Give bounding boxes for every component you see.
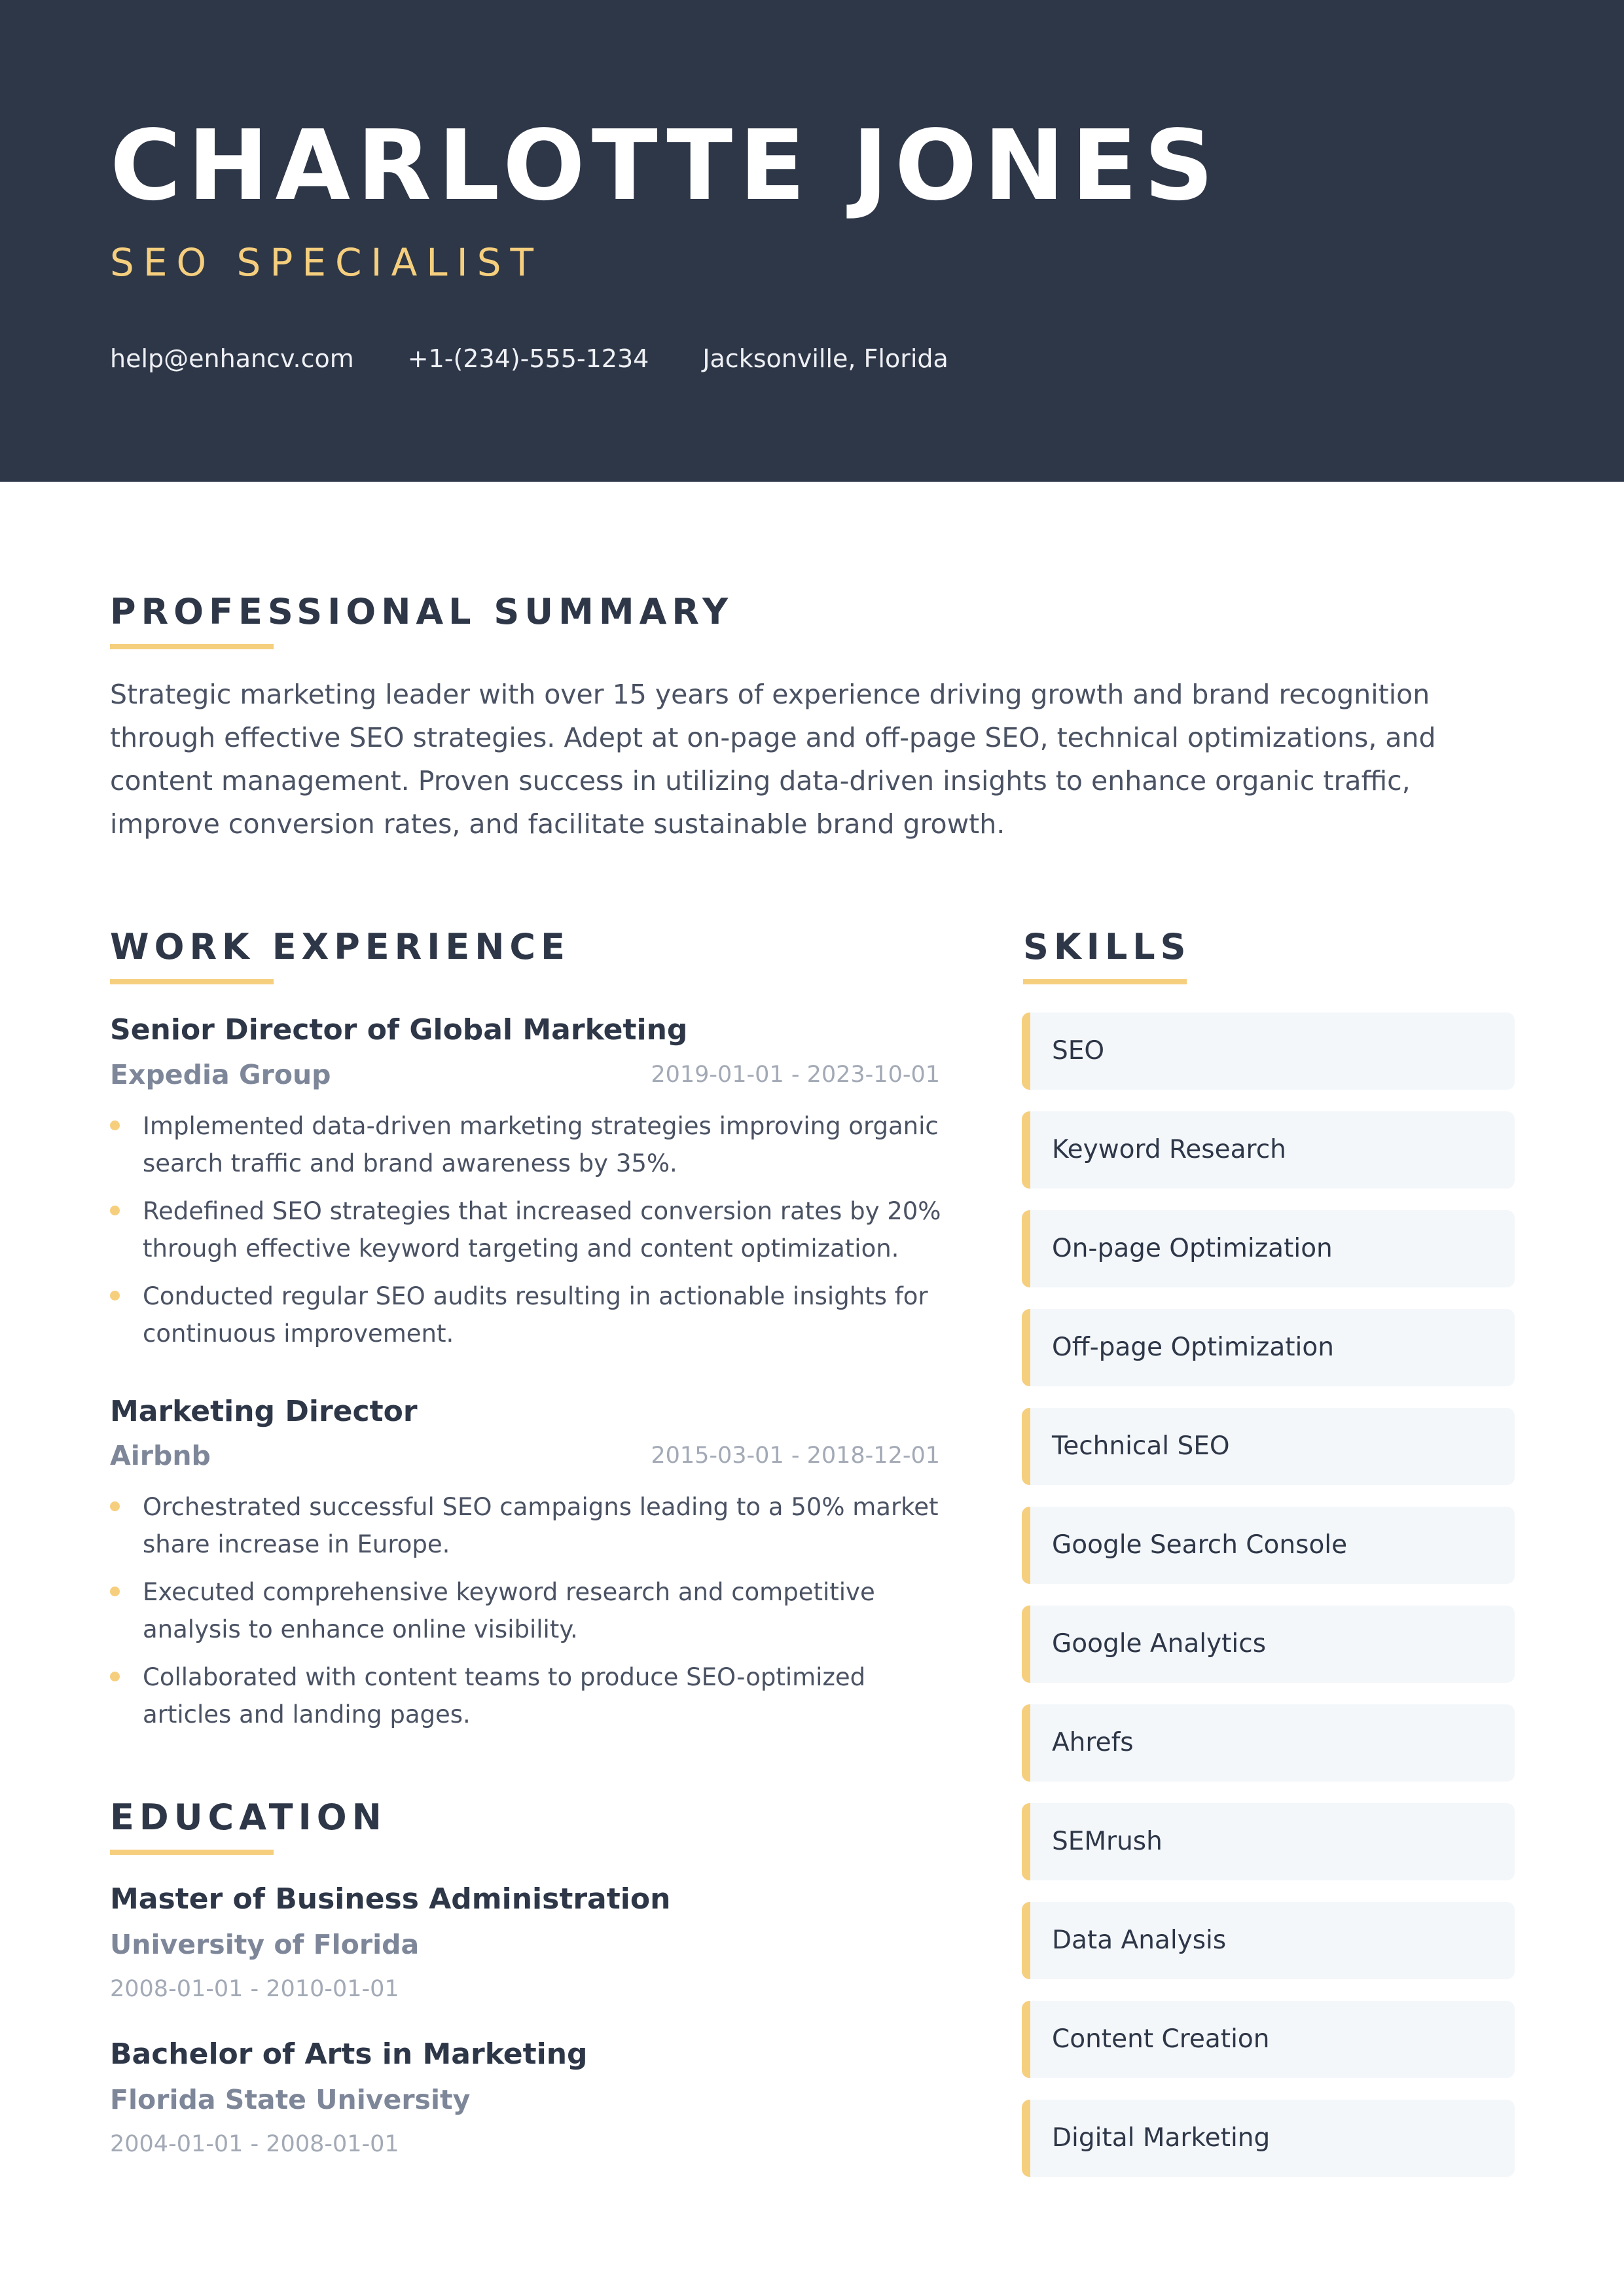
job-bullets	[110, 1107, 961, 1363]
skill-tag	[1022, 1408, 1515, 1485]
skills-list	[1022, 1013, 1515, 2198]
job-bullet: Conducted regular SEO audits resulting in actionable insights for continuous improvement.	[110, 1278, 961, 1352]
skill-label: SEO	[1052, 1036, 1105, 1066]
skill-label: On-page Optimization	[1052, 1234, 1333, 1263]
candidate-role: SEO SPECIALIST	[110, 240, 543, 285]
skill-tag	[1022, 1507, 1515, 1584]
skill-label: Google Analytics	[1052, 1629, 1267, 1659]
skill-label: Digital Marketing	[1052, 2123, 1271, 2153]
skill-tag	[1022, 2001, 1515, 2078]
contact-info	[110, 340, 948, 377]
job-company: Airbnb	[110, 1440, 211, 1471]
skills-heading: SKILLS	[1023, 926, 1191, 967]
bullet-dot-icon	[110, 1587, 120, 1596]
job-title: Senior Director of Global Marketing	[110, 1013, 688, 1047]
resume-header	[0, 0, 1624, 482]
summary-heading: PROFESSIONAL SUMMARY	[110, 591, 734, 632]
education-heading-underline	[110, 1850, 274, 1855]
skill-tag	[1022, 1210, 1515, 1287]
education-dates: 2004-01-01 - 2008-01-01	[110, 2131, 399, 2157]
skill-tag	[1022, 2100, 1515, 2177]
experience-heading-underline	[110, 979, 274, 984]
skill-label: Technical SEO	[1052, 1431, 1230, 1461]
job-bullet: Redefined SEO strategies that increased conversion rates by 20% through effective keyword targeting and content optimization.	[110, 1193, 961, 1267]
skill-tag	[1022, 1902, 1515, 1979]
experience-heading: WORK EXPERIENCE	[110, 926, 570, 967]
summary-heading-underline	[110, 644, 274, 649]
contact-email[interactable]: help@enhancv.com	[110, 344, 354, 373]
skill-label: Data Analysis	[1052, 1926, 1227, 1955]
skill-label: Content Creation	[1052, 2024, 1270, 2054]
education-school: Florida State University	[110, 2084, 471, 2115]
job-bullet: Collaborated with content teams to produce SEO-optimized articles and landing pages.	[110, 1659, 961, 1733]
skill-tag	[1022, 1013, 1515, 1090]
contact-location: Jacksonville, Florida	[702, 344, 948, 373]
education-degree: Bachelor of Arts in Marketing	[110, 2037, 588, 2071]
job-bullets	[110, 1488, 961, 1744]
candidate-name: CHARLOTTE JONES	[110, 109, 1221, 222]
bullet-dot-icon	[110, 1206, 120, 1215]
skill-label: Off-page Optimization	[1052, 1333, 1334, 1362]
skill-label: SEMrush	[1052, 1827, 1163, 1856]
job-bullet: Orchestrated successful SEO campaigns leading to a 50% market share increase in Europe.	[110, 1488, 961, 1563]
skill-label: Google Search Console	[1052, 1530, 1348, 1560]
bullet-dot-icon	[110, 1121, 120, 1130]
job-dates: 2019-01-01 - 2023-10-01	[651, 1062, 940, 1088]
education-school: University of Florida	[110, 1929, 420, 1960]
skill-tag	[1022, 1309, 1515, 1386]
education-heading: EDUCATION	[110, 1797, 387, 1838]
summary-text: Strategic marketing leader with over 15 years of experience driving growth and brand recognition through effective SEO strategies. Adept at on-page and off-page SEO, technical optimizations, and content management. Proven success in utilizing data-driven insights to enhance organic traffic, improve conversion rates, and facilitate sustainable brand growth.	[110, 679, 1436, 840]
skill-tag	[1022, 1704, 1515, 1782]
education-dates: 2008-01-01 - 2010-01-01	[110, 1976, 399, 2002]
education-degree: Master of Business Administration	[110, 1882, 671, 1916]
skill-label: Ahrefs	[1052, 1728, 1134, 1757]
bullet-dot-icon	[110, 1672, 120, 1681]
skill-tag	[1022, 1605, 1515, 1683]
job-company: Expedia Group	[110, 1059, 331, 1090]
skill-tag	[1022, 1803, 1515, 1880]
skill-label: Keyword Research	[1052, 1135, 1286, 1164]
job-bullet: Executed comprehensive keyword research and competitive analysis to enhance online visibility.	[110, 1573, 961, 1648]
skills-heading-underline	[1023, 979, 1187, 984]
skill-tag	[1022, 1111, 1515, 1189]
contact-phone[interactable]: +1-(234)-555-1234	[407, 344, 649, 373]
job-bullet: Implemented data-driven marketing strategies improving organic search traffic and brand awareness by 35%.	[110, 1107, 961, 1182]
bullet-dot-icon	[110, 1291, 120, 1300]
bullet-dot-icon	[110, 1501, 120, 1511]
job-title: Marketing Director	[110, 1395, 418, 1428]
job-dates: 2015-03-01 - 2018-12-01	[651, 1443, 940, 1469]
